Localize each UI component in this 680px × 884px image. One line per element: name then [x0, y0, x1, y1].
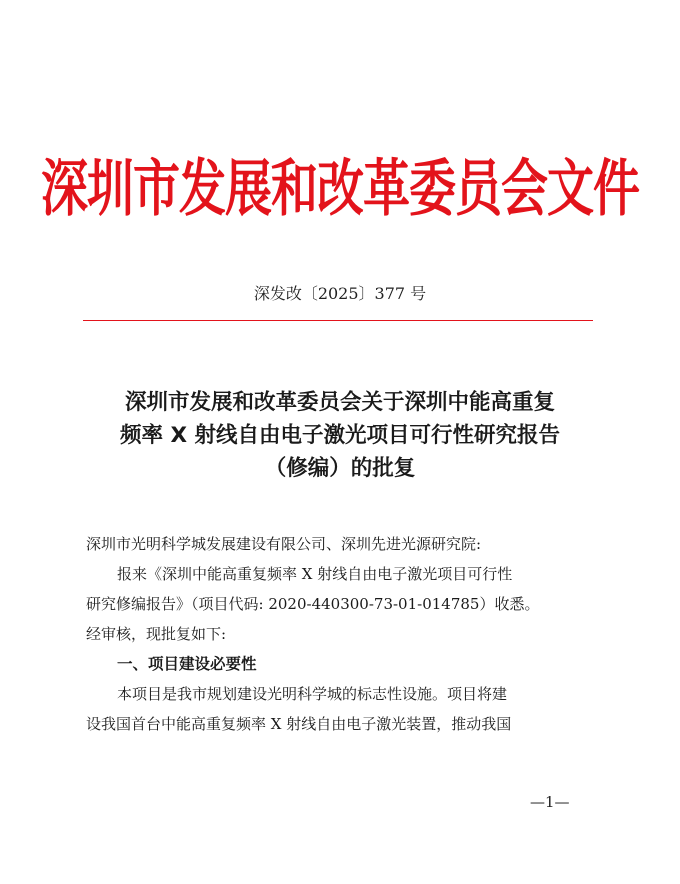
paragraph-2-line-2: 设我国首台中能高重复频率 X 射线自由电子激光装置，推动我国 [86, 715, 512, 733]
paragraph-1-line-1: 报来《深圳中能高重复频率 X 射线自由电子激光项目可行性 [117, 565, 513, 583]
title-line-1: 深圳市发展和改革委员会关于深圳中能高重复 [124, 390, 555, 415]
red-divider-line [83, 320, 593, 321]
document-title [70, 386, 610, 485]
section-heading-1: 一、项目建设必要性 [117, 655, 257, 673]
document-body [86, 529, 598, 739]
page-number: —1— [530, 793, 570, 811]
paragraph-1-line-3: 经审核，现批复如下: [86, 625, 227, 643]
addressee-line: 深圳市光明科学城发展建设有限公司、深圳先进光源研究院: [86, 535, 482, 553]
document-number: 深发改〔2025〕377 号 [253, 284, 427, 303]
title-line-2: 频率 X 射线自由电子激光项目可行性研究报告 [119, 423, 561, 448]
paragraph-2-line-1: 本项目是我市规划建设光明科学城的标志性设施。项目将建 [117, 685, 508, 703]
paragraph-1-line-2: 研究修编报告》（项目代码: 2020-440300-73-01-014785）收悉。 [86, 595, 540, 613]
title-line-3: （修编）的批复 [264, 456, 416, 481]
document-masthead: 深圳市发展和改革委员会文件 [41, 153, 639, 226]
